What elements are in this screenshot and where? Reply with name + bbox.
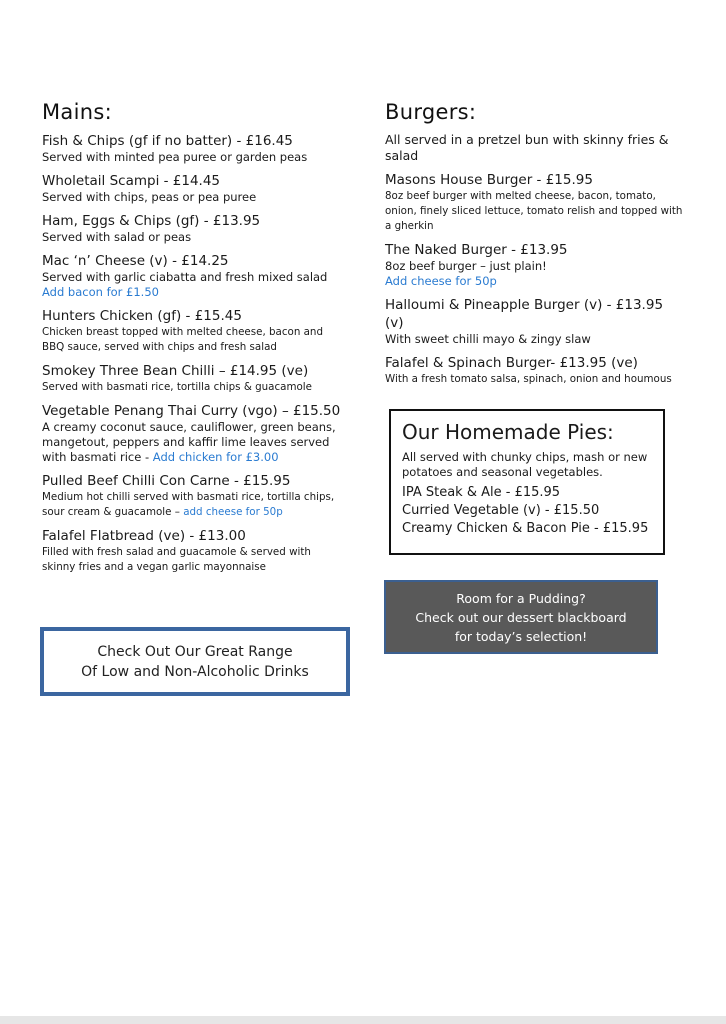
item-description: Served with salad or peas: [42, 230, 192, 244]
item-title: Fish & Chips (gf if no batter) - £16.45: [42, 133, 293, 149]
item-addon: Add bacon for £1.50: [42, 285, 159, 299]
burgers-section: [385, 100, 685, 394]
menu-item: [42, 402, 342, 465]
item-description-text: A creamy coconut sauce, cauliflower, green beans, mangetout, peppers and kaffir lime leaves served with basmati rice -: [42, 420, 336, 464]
item-description: 8oz beef burger with melted cheese, bacon, tomato, onion, finely sliced lettuce, tomato relish and topped with a gherkin: [385, 190, 683, 232]
menu-item: [385, 171, 685, 234]
menu-item: [42, 132, 342, 165]
pie-item: Creamy Chicken & Bacon Pie - £15.95: [402, 521, 649, 536]
item-title: Halloumi & Pineapple Burger (v) - £13.95 (v): [385, 297, 664, 331]
menu-item: [42, 307, 342, 355]
item-description: Chicken breast topped with melted cheese, bacon and BBQ sauce, served with chips and fresh salad: [42, 326, 323, 353]
item-title: Vegetable Penang Thai Curry (vgo) – £15.50: [42, 403, 341, 419]
pudding-promo-box: [384, 580, 658, 654]
menu-item: [42, 252, 342, 300]
item-title: Falafel & Spinach Burger- £13.95 (ve): [385, 355, 638, 371]
item-description: Served with garlic ciabatta and fresh mixed salad: [42, 270, 328, 284]
item-description: Served with basmati rice, tortilla chips & guacamole: [42, 381, 312, 393]
menu-item: [385, 296, 685, 347]
item-description: 8oz beef burger – just plain!: [385, 259, 547, 273]
burgers-heading: Burgers:: [385, 100, 477, 124]
item-description: With a fresh tomato salsa, spinach, onion and houmous: [385, 373, 672, 385]
item-title: Hunters Chicken (gf) - £15.45: [42, 308, 242, 324]
pudding-promo-line-2: Check out our dessert blackboard: [415, 609, 627, 625]
menu-item: [42, 172, 342, 205]
item-title: Falafel Flatbread (ve) - £13.00: [42, 528, 246, 544]
pies-heading: Our Homemade Pies:: [402, 420, 614, 444]
menu-item: [385, 241, 685, 289]
item-description: Served with minted pea puree or garden peas: [42, 150, 308, 164]
item-addon: Add cheese for 50p: [385, 274, 497, 288]
item-description: Served with chips, peas or pea puree: [42, 190, 257, 204]
pies-intro: All served with chunky chips, mash or new potatoes and seasonal vegetables.: [402, 450, 648, 479]
item-addon: add cheese for 50p: [183, 506, 283, 518]
pie-item: Curried Vegetable (v) - £15.50: [402, 503, 600, 518]
burgers-intro: All served in a pretzel bun with skinny fries & salad: [385, 132, 669, 163]
menu-item: [42, 212, 342, 245]
mains-heading: Mains:: [42, 100, 112, 124]
drinks-promo-line-1: Check Out Our Great Range: [97, 643, 293, 660]
menu-item: [42, 362, 342, 395]
item-description: [42, 490, 342, 520]
item-addon: Add chicken for £3.00: [152, 450, 279, 464]
item-title: Mac ‘n’ Cheese (v) - £14.25: [42, 253, 229, 269]
drinks-promo-box: [40, 627, 350, 696]
item-description-text: Medium hot chilli served with basmati rice, tortilla chips, sour cream & guacamole –: [42, 491, 335, 518]
item-title: Ham, Eggs & Chips (gf) - £13.95: [42, 213, 261, 229]
pies-box: [389, 409, 665, 555]
menu-item: [42, 472, 342, 520]
item-title: Pulled Beef Chilli Con Carne - £15.95: [42, 473, 291, 489]
item-description: [42, 420, 342, 465]
mains-section: [42, 100, 342, 582]
item-title: Masons House Burger - £15.95: [385, 172, 593, 188]
item-title: Smokey Three Bean Chilli – £14.95 (ve): [42, 363, 309, 379]
menu-item: [42, 527, 342, 575]
item-title: Wholetail Scampi - £14.45: [42, 173, 221, 189]
drinks-promo-line-2: Of Low and Non-Alcoholic Drinks: [81, 663, 309, 680]
item-description: Filled with fresh salad and guacamole & served with skinny fries and a vegan garlic mayonnaise: [42, 546, 311, 573]
menu-item: [385, 354, 685, 387]
pudding-promo-line-3: for today’s selection!: [454, 628, 588, 644]
pie-item: IPA Steak & Ale - £15.95: [402, 485, 561, 500]
item-title: The Naked Burger - £13.95: [385, 242, 568, 258]
pudding-promo-line-1: Room for a Pudding?: [456, 590, 586, 606]
page-bottom-divider: [0, 1016, 726, 1024]
item-description: With sweet chilli mayo & zingy slaw: [385, 332, 591, 346]
